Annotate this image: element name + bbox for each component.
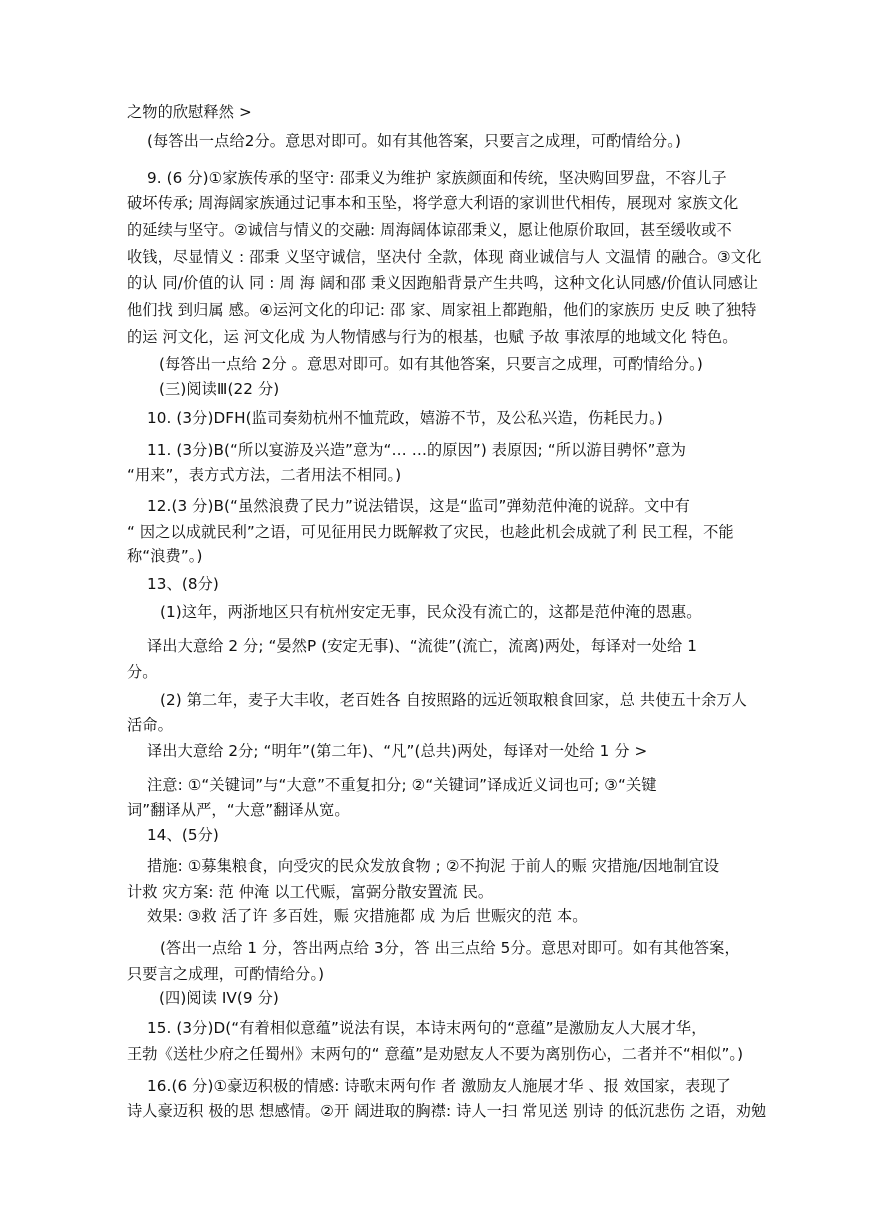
text-line: 译出大意给 2 分; “晏然P (安定无事)、“流徙”(流亡，流离)两处，每译对一处给 1 xyxy=(147,637,697,655)
text-line: 15. (3分)D(“有着相似意蕴”说法有误，本诗末两句的“意蕴”是激励友人大展才华， xyxy=(147,1019,707,1037)
text-line: 措施: ①募集粮食，向受灾的民众发放食物 ; ②不拘泥 于前人的赈 灾措施/因地制宜设 xyxy=(147,857,720,875)
text-line: 只要言之成理，可酌情给分。) xyxy=(127,965,325,983)
text-line: 效果: ③救 活了许 多百姓，赈 灾措施都 成 为后 世赈灾的范 本。 xyxy=(147,907,588,925)
text-line: 的认 同/价值的认 同 : 周 海 阔和邵 秉义因跑船背景产生共鸣，这种文化认同感/价值认同感让 xyxy=(127,274,759,292)
text-line: “用来”，表方式方法，二者用法不相同。) xyxy=(127,466,402,484)
text-line: 的延续与坚守。②诚信与情义的交融: 周海阔体谅邵秉义，愿让他原价取回，甚至缓收或不 xyxy=(127,221,732,239)
text-line: 12.(3 分)B(“虽然浪费了民力”说法错误，这是“监司”弹劾范仲淹的说辞。文中有 xyxy=(147,497,690,515)
text-line: 之物的欣慰释然 > xyxy=(127,103,252,121)
text-line: (1)这年，两浙地区只有杭州安定无事，民众没有流亡的，这都是范仲淹的恩惠。 xyxy=(160,603,702,621)
text-line: (每答出一点给2分。意思对即可。如有其他答案，只要言之成理，可酌情给分。) xyxy=(147,132,681,150)
text-line: (答出一点给 1 分，答出两点给 3分，答 出三点给 5分。意思对即可。如有其他答案， xyxy=(160,939,740,957)
section-heading: 14、(5分) xyxy=(147,826,219,844)
text-line: 收钱，尽显情义 : 邵秉 义坚守诚信，坚决付 全款，体现 商业诚信与人 文温情 的融合。③文化 xyxy=(127,248,762,266)
text-line: 10. (3分)DFH(监司奏劾杭州不恤荒政，嬉游不节，及公私兴造，伤耗民力。) xyxy=(147,409,663,427)
text-line: (每答出一点给 2分 。意思对即可。如有其他答案，只要言之成理，可酌情给分。) xyxy=(159,355,703,373)
text-line: 计救 灾方案: 范 仲淹 以工代赈，富弼分散安置流 民。 xyxy=(127,883,494,901)
section-heading: 13、(8分) xyxy=(147,575,219,593)
text-line: (2) 第二年，麦子大丰收，老百姓各 自按照路的远近领取粮食回家，总 共使五十余万人 xyxy=(160,691,747,709)
text-line: 王勃《送杜少府之任蜀州》末两句的“ 意蕴”是劝慰友人不要为离别伤心，二者并不“相似”。) xyxy=(127,1045,744,1063)
text-line: 注意: ①“关键词”与“大意”不重复扣分; ②“关键词”译成近义词也可; ③“关键 xyxy=(147,776,657,794)
section-heading: (三)阅读Ⅲ(22 分) xyxy=(159,380,280,398)
text-line: 他们找 到归属 感。④运河文化的印记: 邵 家、周家祖上都跑船，他们的家族历 史反 映了独特 xyxy=(127,301,757,319)
text-line: 16.(6 分)①豪迈积极的情感: 诗歌末两句作 者 激励友人施展才华 、报 效国家，表现了 xyxy=(147,1077,731,1095)
text-line: 称“浪费”。) xyxy=(127,547,203,565)
text-line: 9. (6 分)①家族传承的坚守: 邵秉义为维护 家族颜面和传统，坚决购回罗盘，不容儿子 xyxy=(147,169,727,187)
text-line: 分。 xyxy=(127,663,158,681)
text-line: 词”翻译从严，“大意”翻译从宽。 xyxy=(127,801,350,819)
text-line: “ 因之以成就民利”之语，可见征用民力既解救了灾民，也趁此机会成就了利 民工程，不能 xyxy=(127,523,734,541)
text-line: 诗人豪迈积 极的思 想感情。②开 阔进取的胸襟: 诗人一扫 常见送 别诗 的低沉悲伤 之语，劝勉 xyxy=(127,1102,767,1120)
text-line: 活命。 xyxy=(127,716,173,734)
section-heading: (四)阅读 IV(9 分) xyxy=(159,989,279,1007)
text-line: 的运 河文化，运 河文化成 为人物情感与行为的根基，也赋 予故 事浓厚的地域文化 特色。 xyxy=(127,328,738,346)
text-line: 11. (3分)B(“所以宴游及兴造”意为“… …的原因”) 表原因; “所以游目骋怀”意为 xyxy=(147,441,687,459)
text-line: 译出大意给 2分; “明年”(第二年)、“凡”(总共)两处，每译对一处给 1 分 > xyxy=(147,742,648,760)
text-line: 破坏传承; 周海阔家族通过记事本和玉坠，将学意大利语的家训世代相传，展现对 家族文化 xyxy=(127,194,739,212)
